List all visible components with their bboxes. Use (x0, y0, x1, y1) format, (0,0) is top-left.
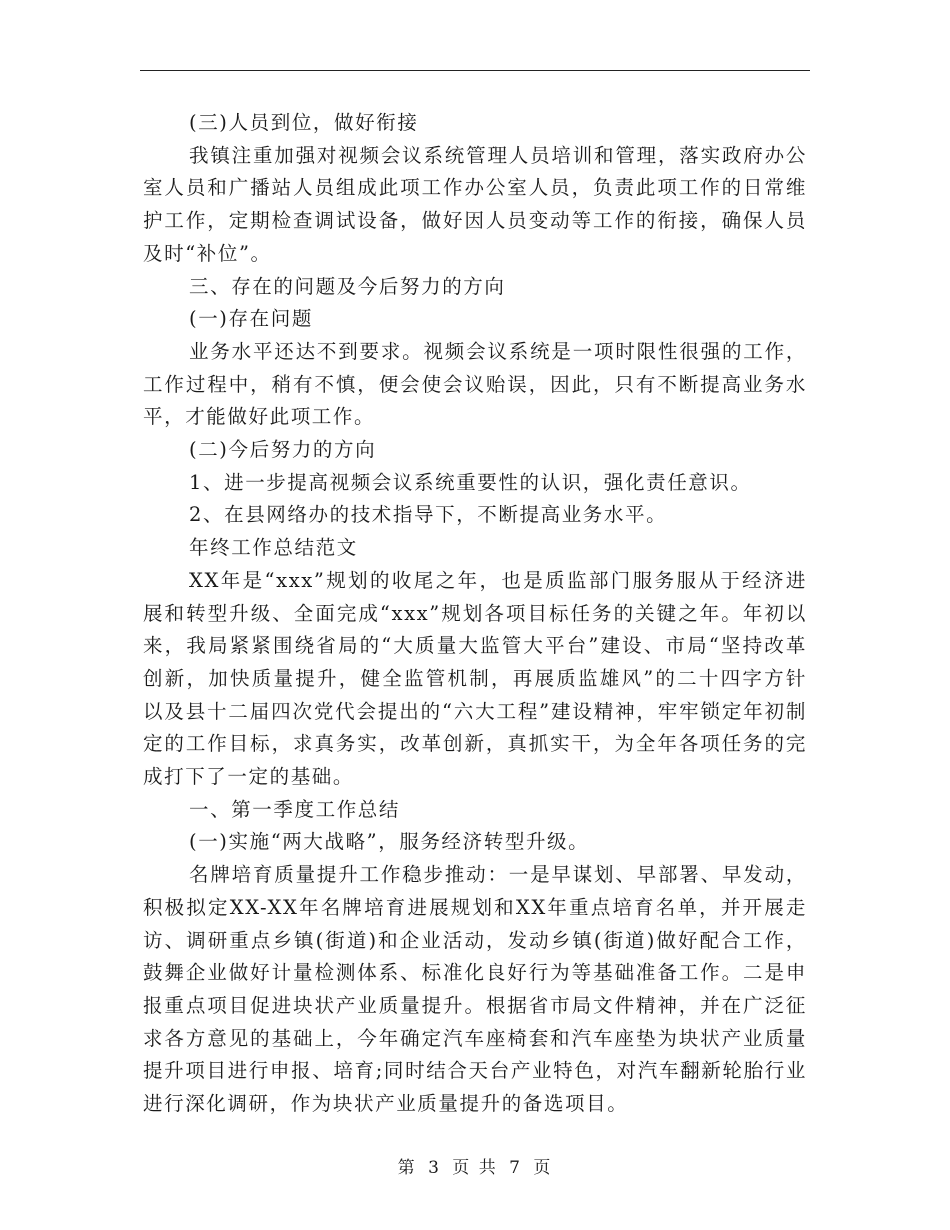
page-footer (0, 1153, 950, 1178)
page-number-mid: 页 共 (452, 1158, 498, 1178)
subheading-two-strategies: (一)实施“两大战略”，服务经济转型升级。 (189, 830, 590, 854)
list-item-1: 1、进一步提高视频会议系统重要性的认识，强化责任意识。 (189, 470, 752, 494)
list-item-2: 2、在县网络办的技术指导下，不断提高业务水平。 (189, 503, 668, 527)
paragraph-personnel-training: 我镇注重加强对视频会议系统管理人员培训和管理，落实政府办公室人员和广播站人员组成此项工作办公室人员，负责此项工作的日常维护工作，定期检查调试设备，做好因人员变动等工作的衔接，确保人员及时“补位”。 (143, 143, 807, 265)
page-number-prefix: 第 (397, 1158, 417, 1178)
paragraph-business-level: 业务水平还达不到要求。视频会议系统是一项时限性很强的工作，工作过程中，稍有不慎，便会使会议贻误，因此，只有不断提高业务水平，才能做好此项工作。 (143, 339, 807, 429)
paragraph-brand-cultivation: 名牌培育质量提升工作稳步推动：一是早谋划、早部署、早发动，积极拟定XX-XX年名牌培育进展规划和XX年重点培育名单，并开展走访、调研重点乡镇(街道)和企业活动，发动乡镇(街道)做好配合工作，鼓舞企业做好计量检测体系、标准化良好行为等基础准备工作。二是申报重点项目促进块状产业质量提升。根据省市局文件精神，并在广泛征求各方意见的基础上，今年确定汽车座椅套和汽车座垫为块状产业质量提升项目进行申报、培育;同时结合天台产业特色，对汽车翻新轮胎行业进行深化调研，作为块状产业质量提升的备选项目。 (143, 863, 807, 1116)
subheading-existing-problems: (一)存在问题 (189, 307, 313, 331)
subheading-future-direction: (二)今后努力的方向 (189, 438, 377, 462)
document-body (143, 107, 807, 1121)
page-number-total: 7 (509, 1158, 522, 1178)
section-heading-problems: 三、存在的问题及今后努力的方向 (189, 274, 506, 298)
section-heading-q1-summary: 一、第一季度工作总结 (189, 797, 401, 821)
page-number-current: 3 (428, 1158, 441, 1178)
paragraph-intro: XX年是“xxx”规划的收尾之年，也是质监部门服务服从于经济进展和转型升级、全面完成“xxx”规划各项目标任务的关键之年。年初以来，我局紧紧围绕省局的“大质量大监管大平台”建设、市局“坚持改革创新，加快质量提升，健全监管机制，再展质监雄风”的二十四字方针以及县十二届四次党代会提出的“六大工程”建设精神，牢牢锁定年初制定的工作目标，求真务实，改革创新，真抓实干，为全年各项任务的完成打下了一定的基础。 (143, 568, 807, 789)
article-title: 年终工作总结范文 (189, 536, 358, 560)
page-number-suffix: 页 (533, 1158, 553, 1178)
header-rule (140, 70, 810, 71)
section-heading-personnel: (三)人员到位，做好衔接 (189, 111, 419, 134)
